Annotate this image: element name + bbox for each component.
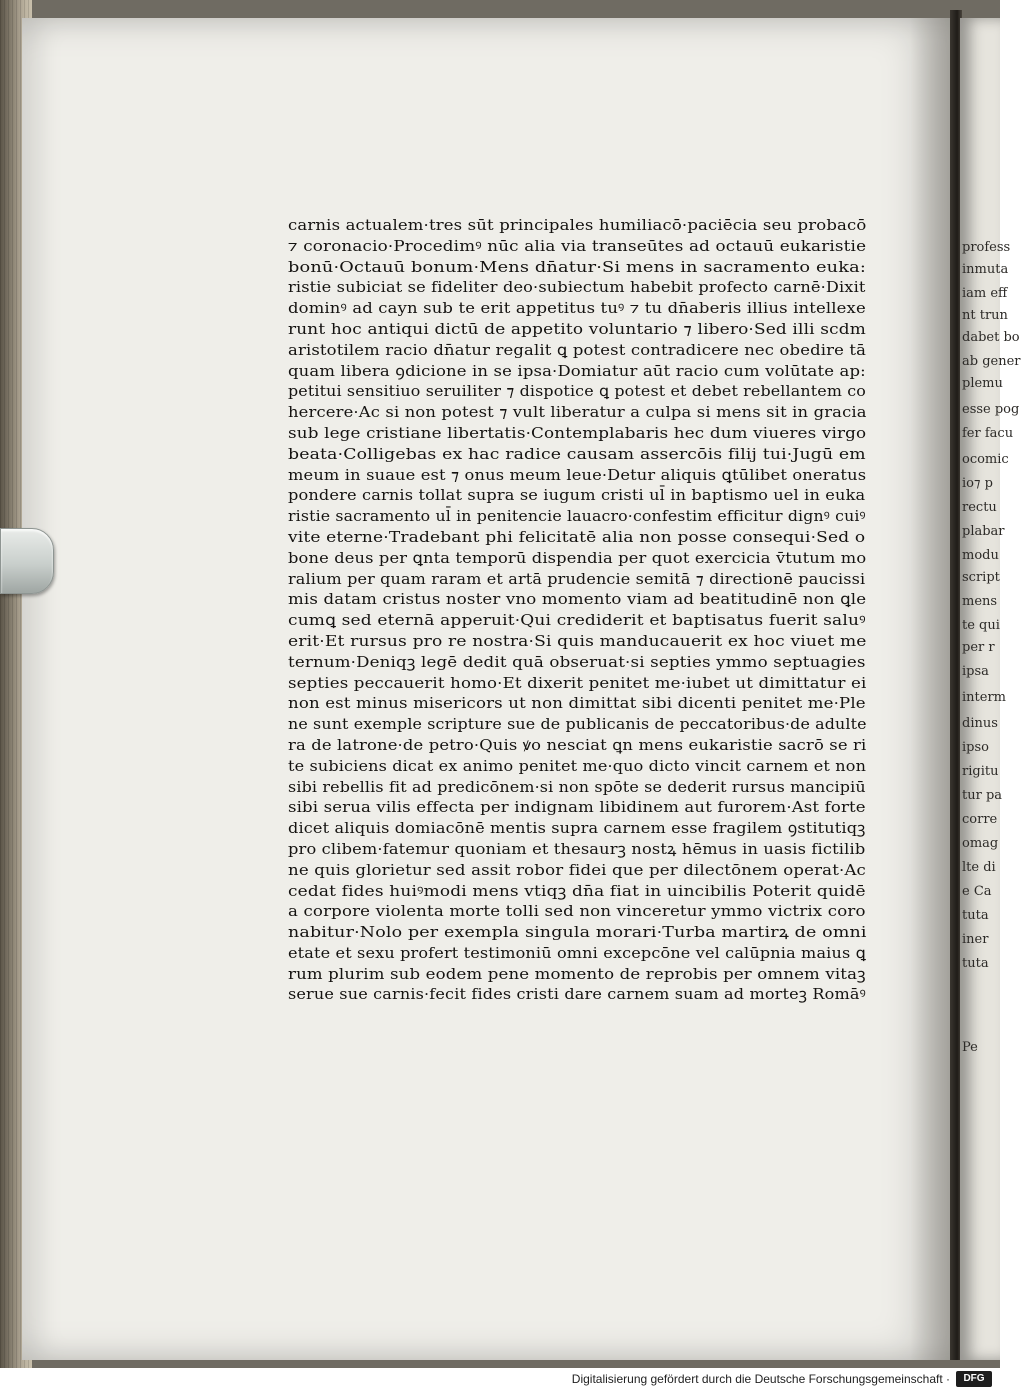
page-clip bbox=[0, 528, 54, 594]
facing-text-line: e Ca bbox=[962, 884, 992, 899]
facing-text-line: fer facu bbox=[962, 426, 1014, 441]
facing-text-line: dinus bbox=[962, 716, 998, 731]
text-line: ne sunt exemple scripture sue de publicanis de peccatoribus·de adulte bbox=[288, 715, 867, 734]
facing-text-line: ipsa bbox=[962, 664, 989, 679]
text-line: serue sue carnis·fecit fides cristi dare carnem suam ad morteꝫ Romāꝰ bbox=[288, 985, 866, 1004]
text-line: rum plurim sub eodem pene momento de reprobis per omnem vitaꝫ bbox=[288, 964, 866, 983]
facing-text-line: ab gener bbox=[962, 354, 1021, 369]
facing-text-line: plemu bbox=[962, 376, 1003, 391]
digitization-footer bbox=[0, 1368, 1000, 1391]
text-line: beata·Colligebas ex hac radice causam assercōis filij tui·Jugū em bbox=[288, 444, 866, 463]
text-line: vite eterne·Tradebant phi felicitatē alia non posse consequi·Sed o bbox=[288, 527, 866, 546]
text-line: ra de latrone·de petro·Quis ꝟo nesciat ꝗn mens eukaristie sacrō se ri bbox=[288, 735, 867, 754]
facing-text-line: ipso bbox=[962, 740, 989, 755]
text-line: cumꝗ sed eternā apperuit·Qui crediderit et baptisatus fuerit saluꝰ bbox=[288, 611, 866, 630]
facing-text-line: Pe bbox=[962, 1040, 978, 1055]
facing-text-line: esse pog bbox=[962, 402, 1020, 417]
text-line: sibi serua vilis effecta per indignam libidinem aut furorem·Ast forte bbox=[288, 798, 866, 817]
funding-credit: Digitalisierung gefördert durch die Deutsche Forschungsgemeinschaft · bbox=[571, 1372, 950, 1386]
text-line: runt hoc antiqui dictū de appetito voluntario ⁊ libero·Sed illi scdm bbox=[288, 319, 866, 338]
text-line: pondere carnis tollat supra se iugum cristi ul̄ in baptismo uel in euka bbox=[288, 486, 866, 505]
text-line: hercere·Ac si non potest ⁊ vult liberatur a culpa si mens sit in gracia bbox=[288, 403, 867, 422]
text-line: sibi rebellis fit ad predicōnem·si non spōte se dederit rursus mancipiū bbox=[288, 777, 866, 796]
text-line: bone deus per ꝗnta temporū dispendia per quot exercicia v̄tutum mo bbox=[288, 548, 867, 567]
text-line: sub lege cristiane libertatis·Contemplabaris hec dum viueres virgo bbox=[288, 423, 867, 442]
facing-text-line: te qui bbox=[962, 618, 1000, 633]
text-line: pro clibem·fatemur quoniam et thesaurꝫ nostꝝ hēmus in uasis fictilib bbox=[288, 839, 866, 858]
facing-text-line: modu bbox=[962, 548, 999, 563]
facing-text-line: rigitu bbox=[962, 764, 999, 779]
facing-text-line: lte di bbox=[962, 860, 996, 875]
text-line: ristie sacramento ul̄ in penitencie lauacro·confestim efficitur dignꝰ cuiꝰ bbox=[288, 507, 866, 526]
text-line: carnis actualem·tres sūt principales humiliacō·paciēcia seu probacō bbox=[288, 216, 867, 234]
text-line: ristie subiciat se fideliter deo·subiectum habebit profecto carnē·Dixit bbox=[288, 278, 866, 297]
text-line: erit·Et rursus pro re nostra·Si quis manducauerit ex hoc viuet me bbox=[288, 631, 867, 650]
text-line: nabitur·Nolo per exempla singula morari·Turba martirꝝ de omni bbox=[288, 923, 867, 942]
text-line: septies peccauerit homo·Et dixerit penitet me·iubet ut dimittatur ei bbox=[288, 673, 867, 692]
text-line: quam libera ꝯdicione in se ipsa·Domiatur aūt racio cum volūtate ap: bbox=[288, 361, 866, 380]
text-line: ⁊ coronacio·Procedimꝰ nūc alia via transeūtes ad octauū eukaristie bbox=[288, 236, 867, 255]
facing-text-line: iner bbox=[962, 932, 989, 947]
text-line: te subiciens dicat ex animo penitet me·quo dicto vincit carnem et non bbox=[288, 756, 867, 775]
text-line: petitui sensitiuo seruiliter ⁊ dispotice ꝗ potest et debet rebellantem co bbox=[288, 382, 866, 401]
facing-text-line: plabar bbox=[962, 524, 1005, 539]
text-line: ternum·Deniqꝫ legē dedit quā obseruat·si septies ymmo septuagies bbox=[288, 652, 866, 671]
text-line: cedat fides huiꝰmodi mens vtiqꝫ dn̄a fiat in uincibilis Poterit quidē bbox=[288, 881, 866, 900]
text-line: meum in suaue est ⁊ onus meum leue·Detur aliquis ꝗtūlibet oneratus bbox=[288, 465, 867, 484]
dfg-logo: DFG bbox=[956, 1371, 992, 1387]
facing-text-line: profess bbox=[962, 240, 1011, 255]
text-line: non est minus misericors ut non dimittat sibi dicenti penitet me·Ple bbox=[288, 694, 866, 713]
facing-text-line: tur pa bbox=[962, 788, 1003, 803]
facing-text-line: tuta bbox=[962, 908, 989, 923]
facing-text-line: interm bbox=[962, 690, 1006, 705]
text-line: aristotilem racio dn̄atur regalit ꝗ potest contradicere nec obedire tā bbox=[288, 340, 867, 359]
text-line: ralium per quam raram et artā prudencie semitā ⁊ directionē paucissi bbox=[288, 569, 866, 588]
facing-text-line: dabet bo bbox=[962, 330, 1020, 345]
facing-text-line: tuta bbox=[962, 956, 989, 971]
facing-text-line: mens bbox=[962, 594, 998, 609]
facing-page-fragment bbox=[960, 18, 1021, 1360]
text-line: dicet aliquis domiacōnē mentis supra carnem esse fragilem ꝯstitutiqꝫ bbox=[288, 819, 866, 838]
facing-text-line: corre bbox=[962, 812, 998, 827]
text-line: mis datam cristus noster vno momento viam ad beatitudinē non ꝗle bbox=[288, 590, 867, 609]
text-line: a corpore violenta morte tolli sed non vinceretur ymmo victrix coro bbox=[288, 902, 866, 921]
facing-text-line: script bbox=[962, 570, 1000, 585]
incunabula-text-block bbox=[288, 215, 868, 1005]
facing-text-line: io⁊ p bbox=[962, 476, 993, 491]
facing-text-line: omag bbox=[962, 836, 999, 851]
text-line: bonū·Octauū bonum·Mens dn̄atur·Si mens in sacramento euka: bbox=[288, 257, 867, 276]
facing-text-line: inmuta bbox=[962, 262, 1009, 277]
text-line: ne quis glorietur sed assit robor fidei que per dilectōnem operat·Ac bbox=[288, 860, 866, 879]
facing-text-line: nt trun bbox=[962, 308, 1008, 323]
facing-text-line: per r bbox=[962, 640, 995, 655]
text-line: etate et sexu profert testimoniū omni excepcōne vel calūpnia maius ꝗ bbox=[288, 943, 866, 962]
text-line: dominꝰ ad cayn sub te erit appetitus tuꝰ ⁊ tu dn̄aberis illius intellexe bbox=[288, 299, 866, 318]
facing-text-line: ocomic bbox=[962, 452, 1009, 467]
facing-text-line: iam eff bbox=[962, 286, 1008, 301]
facing-text-line: rectu bbox=[962, 500, 997, 515]
